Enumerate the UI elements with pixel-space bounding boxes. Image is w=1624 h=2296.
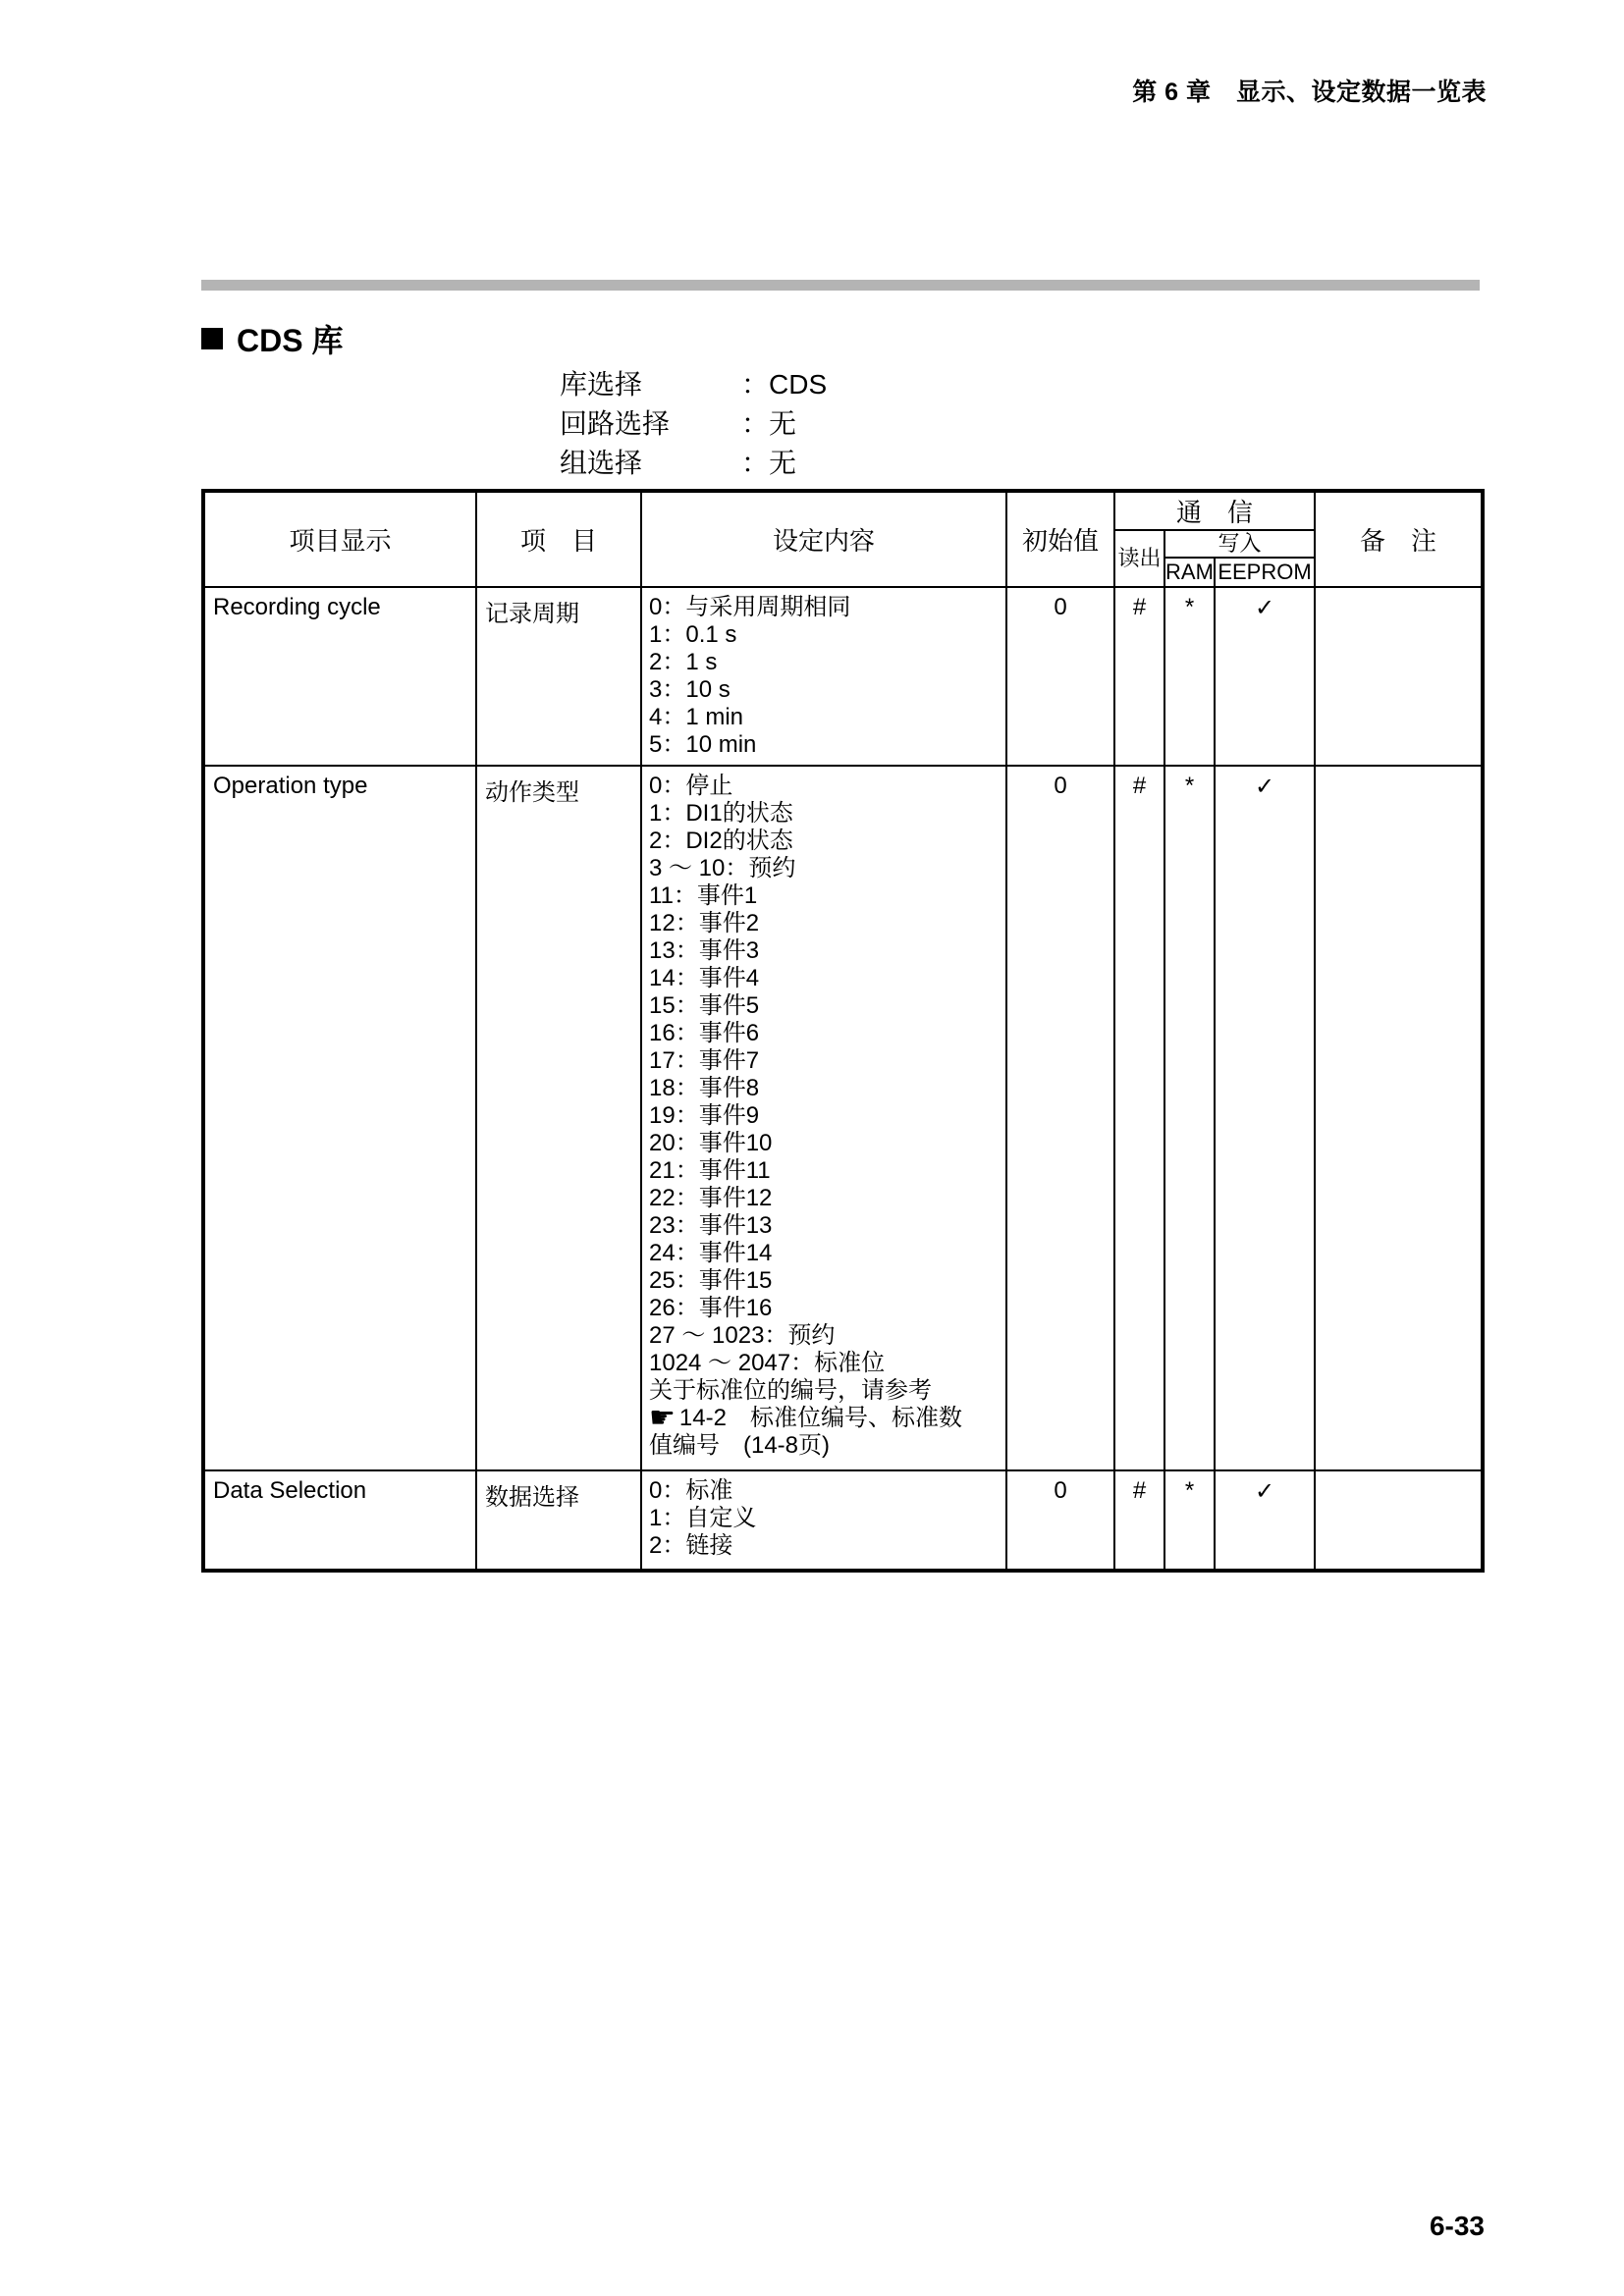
content-line: 15：事件5 [649,992,760,1019]
content-line: 1024 ～ 2047：标准位 [649,1350,886,1376]
content-line: 25：事件15 [649,1267,773,1294]
settings-table [201,489,1485,1573]
section-title [201,316,343,361]
header-eeprom: EEPROM [1215,558,1315,587]
content-line: 2：1 s [649,649,718,675]
content-line: 3 ～ 10：预约 [649,855,796,881]
row-item: 数据选择 [476,1470,641,1571]
content-line: 18：事件8 [649,1075,760,1101]
content-line: 24：事件14 [649,1240,773,1266]
row-read: # [1114,587,1164,766]
row-content [641,766,1006,1470]
row-eeprom: ✓ [1215,587,1315,766]
selector-row [560,442,827,481]
header-read: 读出 [1114,530,1164,587]
pointing-hand-icon: ☛ [649,1402,676,1434]
reference-line-cont: 值编号 (14-8页) [649,1432,831,1459]
row-display: Data Selection [203,1470,476,1571]
header-write: 写入 [1164,530,1315,558]
header-comm: 通 信 [1114,491,1315,530]
selector-row [560,402,827,442]
row-read: # [1114,1470,1164,1571]
selector-label: 组选择 [560,448,643,478]
content-line: 21：事件11 [649,1157,771,1184]
row-item: 记录周期 [476,587,641,766]
row-eeprom: ✓ [1215,766,1315,1470]
square-bullet-icon [201,328,223,349]
row-remarks [1315,766,1483,1470]
content-line: 1：DI1的状态 [649,800,793,827]
content-line: 13：事件3 [649,937,760,964]
header-ram: RAM [1164,558,1215,587]
row-initial: 0 [1006,1470,1114,1571]
content-line: 20：事件10 [649,1130,773,1156]
row-display: Operation type [203,766,476,1470]
row-item: 动作类型 [476,766,641,1470]
reference-line[interactable] [649,1402,1005,1434]
content-line: 19：事件9 [649,1102,760,1129]
table-row [203,587,1483,766]
content-line: 22：事件12 [649,1185,773,1211]
content-line: 关于标准位的编号，请参考 [649,1377,932,1404]
content-line: 17：事件7 [649,1047,760,1074]
selector-value: ：CDS [741,369,828,400]
content-line: 16：事件6 [649,1020,760,1046]
content-line: 12：事件2 [649,910,760,936]
selector-value: ：无 [741,448,797,478]
content-line: 27 ～ 1023：预约 [649,1322,836,1349]
row-eeprom: ✓ [1215,1470,1315,1571]
content-line: 0：停止 [649,773,733,799]
row-initial: 0 [1006,766,1114,1470]
reference-text[interactable]: 14-2 标准位编号、标准数 [678,1405,962,1431]
table-row [203,766,1483,1470]
header-content: 设定内容 [641,491,1006,587]
selector-label: 库选择 [560,369,643,400]
content-line: 0：与采用周期相同 [649,594,851,620]
content-line: 4：1 min [649,704,744,730]
row-initial: 0 [1006,587,1114,766]
selector-list [560,363,827,481]
content-line: 1：自定义 [649,1505,757,1531]
row-display: Recording cycle [203,587,476,766]
content-line: 1：0.1 s [649,621,737,648]
selector-row [560,363,827,402]
content-line: 2：DI2的状态 [649,828,793,854]
page-number: 6-33 [1429,2211,1485,2241]
content-line: 3：10 s [649,676,731,703]
content-line: 0：标准 [649,1477,733,1504]
row-content [641,1470,1006,1571]
row-remarks [1315,1470,1483,1571]
content-line: 5：10 min [649,731,757,758]
top-rule [201,280,1480,291]
header-remarks: 备 注 [1315,491,1483,587]
row-ram: * [1164,587,1215,766]
header-initial: 初始值 [1006,491,1114,587]
row-ram: * [1164,1470,1215,1571]
content-line: 23：事件13 [649,1212,773,1239]
content-line: 2：链接 [649,1532,733,1559]
header-display: 项目显示 [203,491,476,587]
content-line: 14：事件4 [649,965,760,991]
row-remarks [1315,587,1483,766]
section-title-text: CDS 库 [237,323,344,358]
chapter-header: 第 6 章 显示、设定数据一览表 [1132,79,1487,106]
row-content [641,587,1006,766]
content-line: 11：事件1 [649,882,758,909]
table-row [203,1470,1483,1571]
header-item: 项 目 [476,491,641,587]
selector-label: 回路选择 [560,408,671,439]
selector-value: ：无 [741,408,797,439]
row-ram: * [1164,766,1215,1470]
row-read: # [1114,766,1164,1470]
content-line: 26：事件16 [649,1295,773,1321]
